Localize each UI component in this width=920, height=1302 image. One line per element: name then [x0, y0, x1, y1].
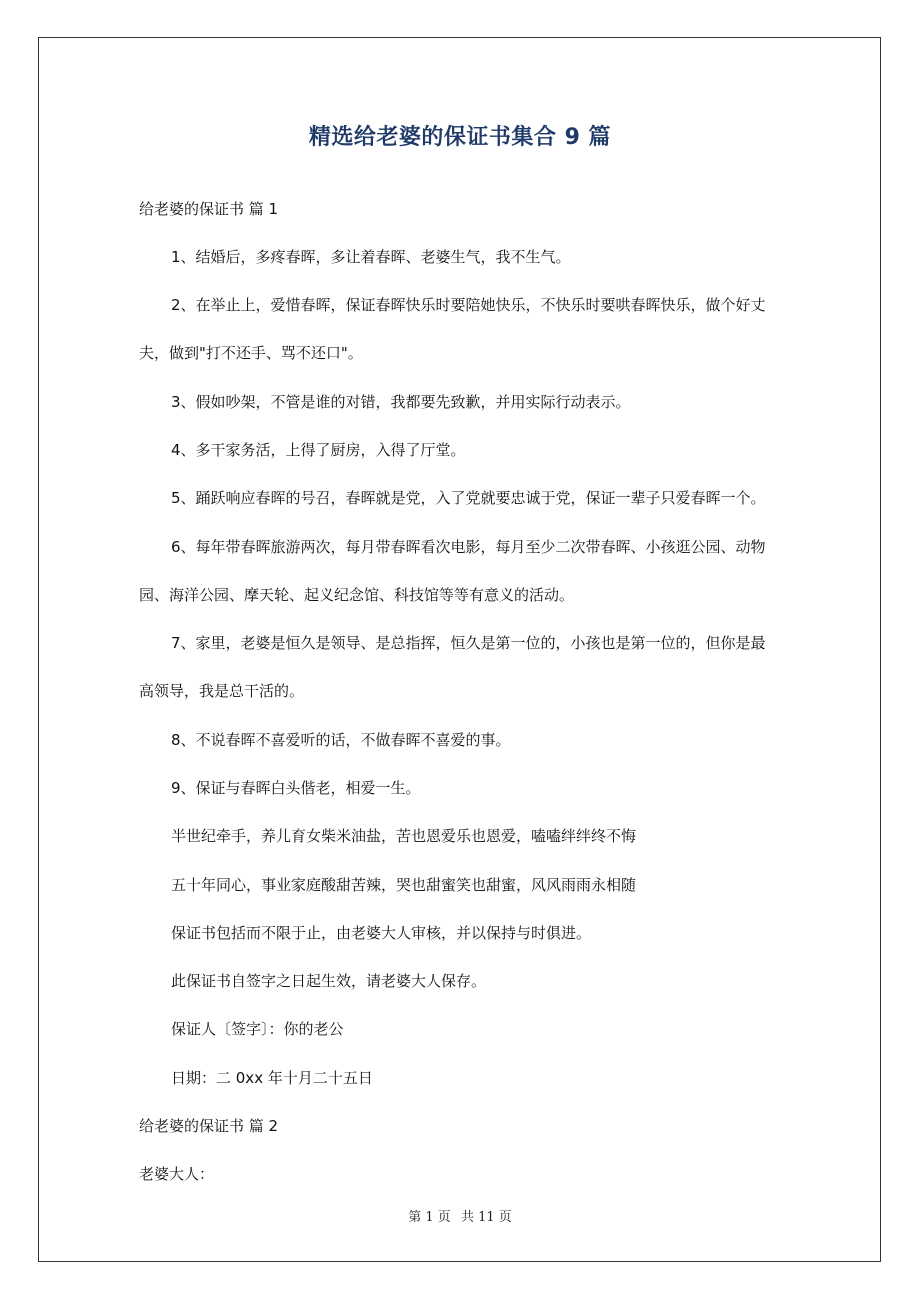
- paragraph-line: 半世纪牵手，养儿育女柴米油盐，苦也恩爱乐也恩爱，嗑嗑绊绊终不悔: [171, 827, 637, 845]
- document-title: 精选给老婆的保证书集合 9 篇: [308, 125, 612, 150]
- date-line: 日期：二 0xx 年十月二十五日: [171, 1069, 373, 1087]
- paragraph-line: 园、海洋公园、摩天轮、起义纪念馆、科技馆等等有意义的活动。: [139, 586, 575, 604]
- paragraph-line: 8、不说春晖不喜爱听的话，不做春晖不喜爱的事。: [171, 731, 511, 749]
- paragraph-line: 7、家里，老婆是恒久是领导、是总指挥，恒久是第一位的，小孩也是第一位的，但你是最: [171, 634, 766, 652]
- paragraph-line: 高领导，我是总干活的。: [139, 682, 305, 700]
- page-footer: [0, 1206, 920, 1225]
- paragraph-line: 此保证书自签字之日起生效，请老婆大人保存。: [171, 972, 487, 990]
- paragraph-line: 6、每年带春晖旅游两次，每月带春晖看次电影，每月至少二次带春晖、小孩逛公园、动物: [171, 538, 766, 556]
- paragraph-line: 3、假如吵架，不管是谁的对错，我都要先致歉，并用实际行动表示。: [171, 393, 631, 411]
- page-number: 第 1 页: [408, 1210, 451, 1225]
- paragraph-line: 夫，做到"打不还手、骂不还口"。: [139, 344, 363, 362]
- salutation-line: 老婆大人：: [139, 1165, 215, 1183]
- signature-line: 保证人〔签字〕：你的老公: [171, 1020, 344, 1038]
- paragraph-line: 2、在举止上，爱惜春晖，保证春晖快乐时要陪她快乐，不快乐时要哄春晖快乐，做个好丈: [171, 296, 766, 314]
- paragraph-line: 五十年同心，事业家庭酸甜苦辣，哭也甜蜜笑也甜蜜，风风雨雨永相随: [171, 876, 637, 894]
- paragraph-line: 9、保证与春晖白头偕老，相爱一生。: [171, 779, 421, 797]
- paragraph-line: 1、结婚后，多疼春晖，多让着春晖、老婆生气，我不生气。: [171, 248, 571, 266]
- page-total: 共 11 页: [460, 1210, 512, 1225]
- paragraph-line: 5、踊跃响应春晖的号召，春晖就是党，入了党就要忠诚于党，保证一辈子只爱春晖一个。: [171, 489, 766, 507]
- paragraph-line: 4、多干家务活，上得了厨房，入得了厅堂。: [171, 441, 466, 459]
- section-heading: 给老婆的保证书 篇 2: [139, 1117, 279, 1135]
- section-heading: 给老婆的保证书 篇 1: [139, 200, 279, 218]
- paragraph-line: 保证书包括而不限于止，由老婆大人审核，并以保持与时俱进。: [171, 924, 592, 942]
